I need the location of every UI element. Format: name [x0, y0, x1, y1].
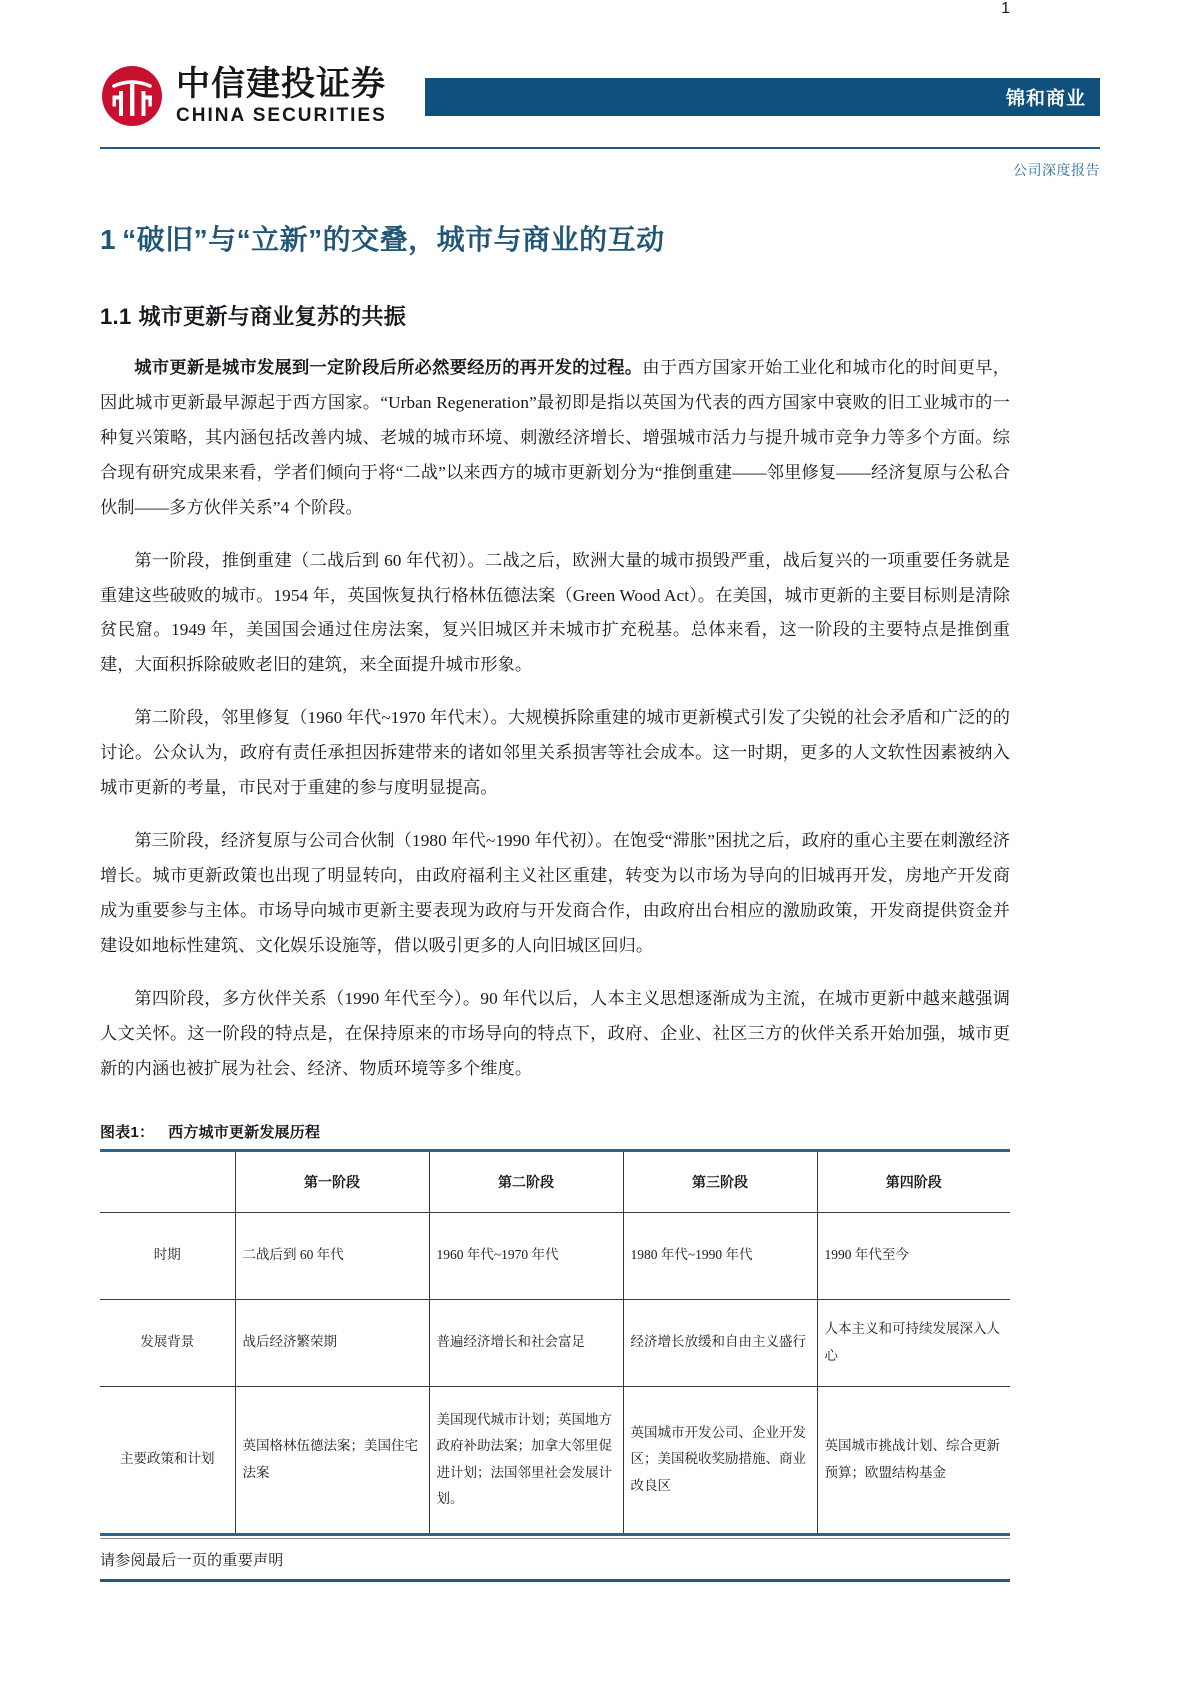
paragraph-4: [100, 824, 1010, 964]
table-header-cell-1: 第一阶段: [235, 1152, 429, 1213]
row-label-period: 时期: [100, 1212, 235, 1299]
subsection-number: 1.1: [100, 304, 132, 329]
paragraph-3-text: 第二阶段，邻里修复（1960 年代~1970 年代末）。大规模拆除重建的城市更新模式引发了尖锐的社会矛盾和广泛的的讨论。公众认为，政府有责任承担因拆建带来的诸如邻里关系损害等社会成本。这一时期，更多的人文软性因素被纳入城市更新的考量，市民对于重建的参与度明显提高。: [100, 708, 1010, 798]
paragraph-5: [100, 982, 1010, 1087]
header-divider: [100, 147, 1100, 149]
section-title-text: “破旧”与“立新”的交叠，城市与商业的互动: [122, 224, 665, 255]
table-row: [100, 1386, 1010, 1533]
cell-policies-phase2: 美国现代城市计划；英国地方政府补助法案；加拿大邻里促进计划；法国邻里社会发展计划。: [429, 1386, 623, 1533]
report-type-label: 公司深度报告: [1013, 162, 1100, 178]
header-banner: [425, 78, 1100, 116]
figure-table: [100, 1152, 1010, 1533]
cell-background-phase3: 经济增长放缓和自由主义盛行: [623, 1299, 817, 1386]
figure-caption-title: 西方城市更新发展历程: [168, 1123, 321, 1141]
paragraph-2: [100, 544, 1010, 684]
row-label-background: 发展背景: [100, 1299, 235, 1386]
table-header-cell-3: 第三阶段: [623, 1152, 817, 1213]
figure-caption: [100, 1121, 1010, 1142]
table-bottom-rule: [100, 1533, 1010, 1536]
table-row: [100, 1299, 1010, 1386]
logo-name-cn: 中信建投证券: [176, 65, 386, 103]
banner-company-name: 锦和商业: [1005, 88, 1086, 110]
page-number-container: [100, 0, 1010, 24]
row-label-policies: 主要政策和计划: [120, 1451, 215, 1467]
paragraph-1-lead: 城市更新是城市发展到一定阶段后所必然要经历的再开发的过程。: [134, 358, 643, 377]
table-header-cell-0: [100, 1152, 235, 1213]
cell-background-phase1: 战后经济繁荣期: [235, 1299, 429, 1386]
china-securities-logo-icon: [100, 64, 164, 128]
figure-caption-label: 图表1：: [100, 1123, 155, 1141]
logo-wordmark: [176, 67, 387, 125]
section-number: 1: [100, 224, 117, 255]
paragraph-1-text: 由于西方国家开始工业化和城市化的时间更早，因此城市更新最早源起于西方国家。“Urban Regeneration”最初即是指以英国为代表的西方国家中衰败的旧工业城市的一种复兴策略，其内涵包括改善内城、老城的城市环境、刺激经济增长、增强城市活力与提升城市竞争力等多个方面。综合现有研究成果来看，学者们倾向于将“二战”以来西方的城市更新划分为“推倒重建——邻里修复——经济复原与公私合伙制——多方伙伴关系”4 个阶段。: [100, 358, 1010, 517]
table-header-row: [100, 1152, 1010, 1213]
cell-period-phase3: 1980 年代~1990 年代: [623, 1212, 817, 1299]
cell-background-phase4: 人本主义和可持续发展深入人心: [817, 1299, 1010, 1386]
paragraph-2-text: 第一阶段，推倒重建（二战后到 60 年代初）。二战之后，欧洲大量的城市损毁严重，战后复兴的一项重要任务就是重建这些破败的城市。1954 年，英国恢复执行格林伍德法案（Green Wood Act）。在美国，城市更新的主要目标则是清除贫民窟。1949 年，美国国会通过住房法案，复兴旧城区并未城市扩充税基。总体来看，这一阶段的主要特点是推倒重建，大面积拆除破败老旧的建筑，来全面提升城市形象。: [100, 550, 1010, 675]
table-row: [100, 1212, 1010, 1299]
logo-name-en: CHINA SECURITIES: [176, 105, 387, 126]
cell-period-phase4: 1990 年代至今: [817, 1212, 1010, 1299]
cell-period-phase2: 1960 年代~1970 年代: [429, 1212, 623, 1299]
figure-1: [100, 1121, 1010, 1536]
cell-policies-phase4: 英国城市挑战计划、综合更新预算；欧盟结构基金: [817, 1386, 1010, 1533]
cell-period-phase1: 二战后到 60 年代: [235, 1212, 429, 1299]
page-number: 1: [1001, 0, 1010, 17]
main-content: [100, 222, 1010, 1536]
cell-background-phase2: 普遍经济增长和社会富足: [429, 1299, 623, 1386]
cell-policies-phase3: 英国城市开发公司、企业开发区；美国税收奖励措施、商业改良区: [623, 1386, 817, 1533]
page-header: [100, 60, 1100, 178]
subsection-heading: [100, 300, 1010, 331]
paragraph-1: [100, 351, 1010, 526]
cell-policies-phase1: 英国格林伍德法案；美国住宅法案: [235, 1386, 429, 1533]
company-logo: [100, 64, 387, 128]
paragraph-4-text: 第三阶段，经济复原与公司合伙制（1980 年代~1990 年代初）。在饱受“滞胀”困扰之后，政府的重心主要在刺激经济增长。城市更新政策也出现了明显转向，由政府福利主义社区重建，转变为以市场为导向的旧城再开发，房地产开发商成为重要参与主体。市场导向城市更新主要表现为政府与开发商合作，由政府出台相应的激励政策，开发商提供资金并建设如地标性建筑、文化娱乐设施等，借以吸引更多的人向旧城区回归。: [100, 831, 1010, 955]
table-header-cell-2: 第二阶段: [429, 1152, 623, 1213]
paragraph-5-text: 第四阶段，多方伙伴关系（1990 年代至今）。90 年代以后，人本主义思想逐渐成为主流，在城市更新中越来越强调人文关怀。这一阶段的特点是，在保持原来的市场导向的特点下，政府、企业、社区三方的伙伴关系开始加强，城市更新的内涵也被扩展为社会、经济、物质环境等多个维度。: [100, 988, 1010, 1078]
footer-divider-bottom: [100, 1579, 1010, 1582]
paragraph-3: [100, 701, 1010, 806]
page-footer: [100, 1538, 1010, 1582]
page-title: [100, 222, 1010, 257]
footer-disclaimer: 请参阅最后一页的重要声明: [100, 1552, 284, 1569]
table-header-cell-4: 第四阶段: [817, 1152, 1010, 1213]
subsection-title-text: 城市更新与商业复苏的共振: [138, 304, 407, 329]
